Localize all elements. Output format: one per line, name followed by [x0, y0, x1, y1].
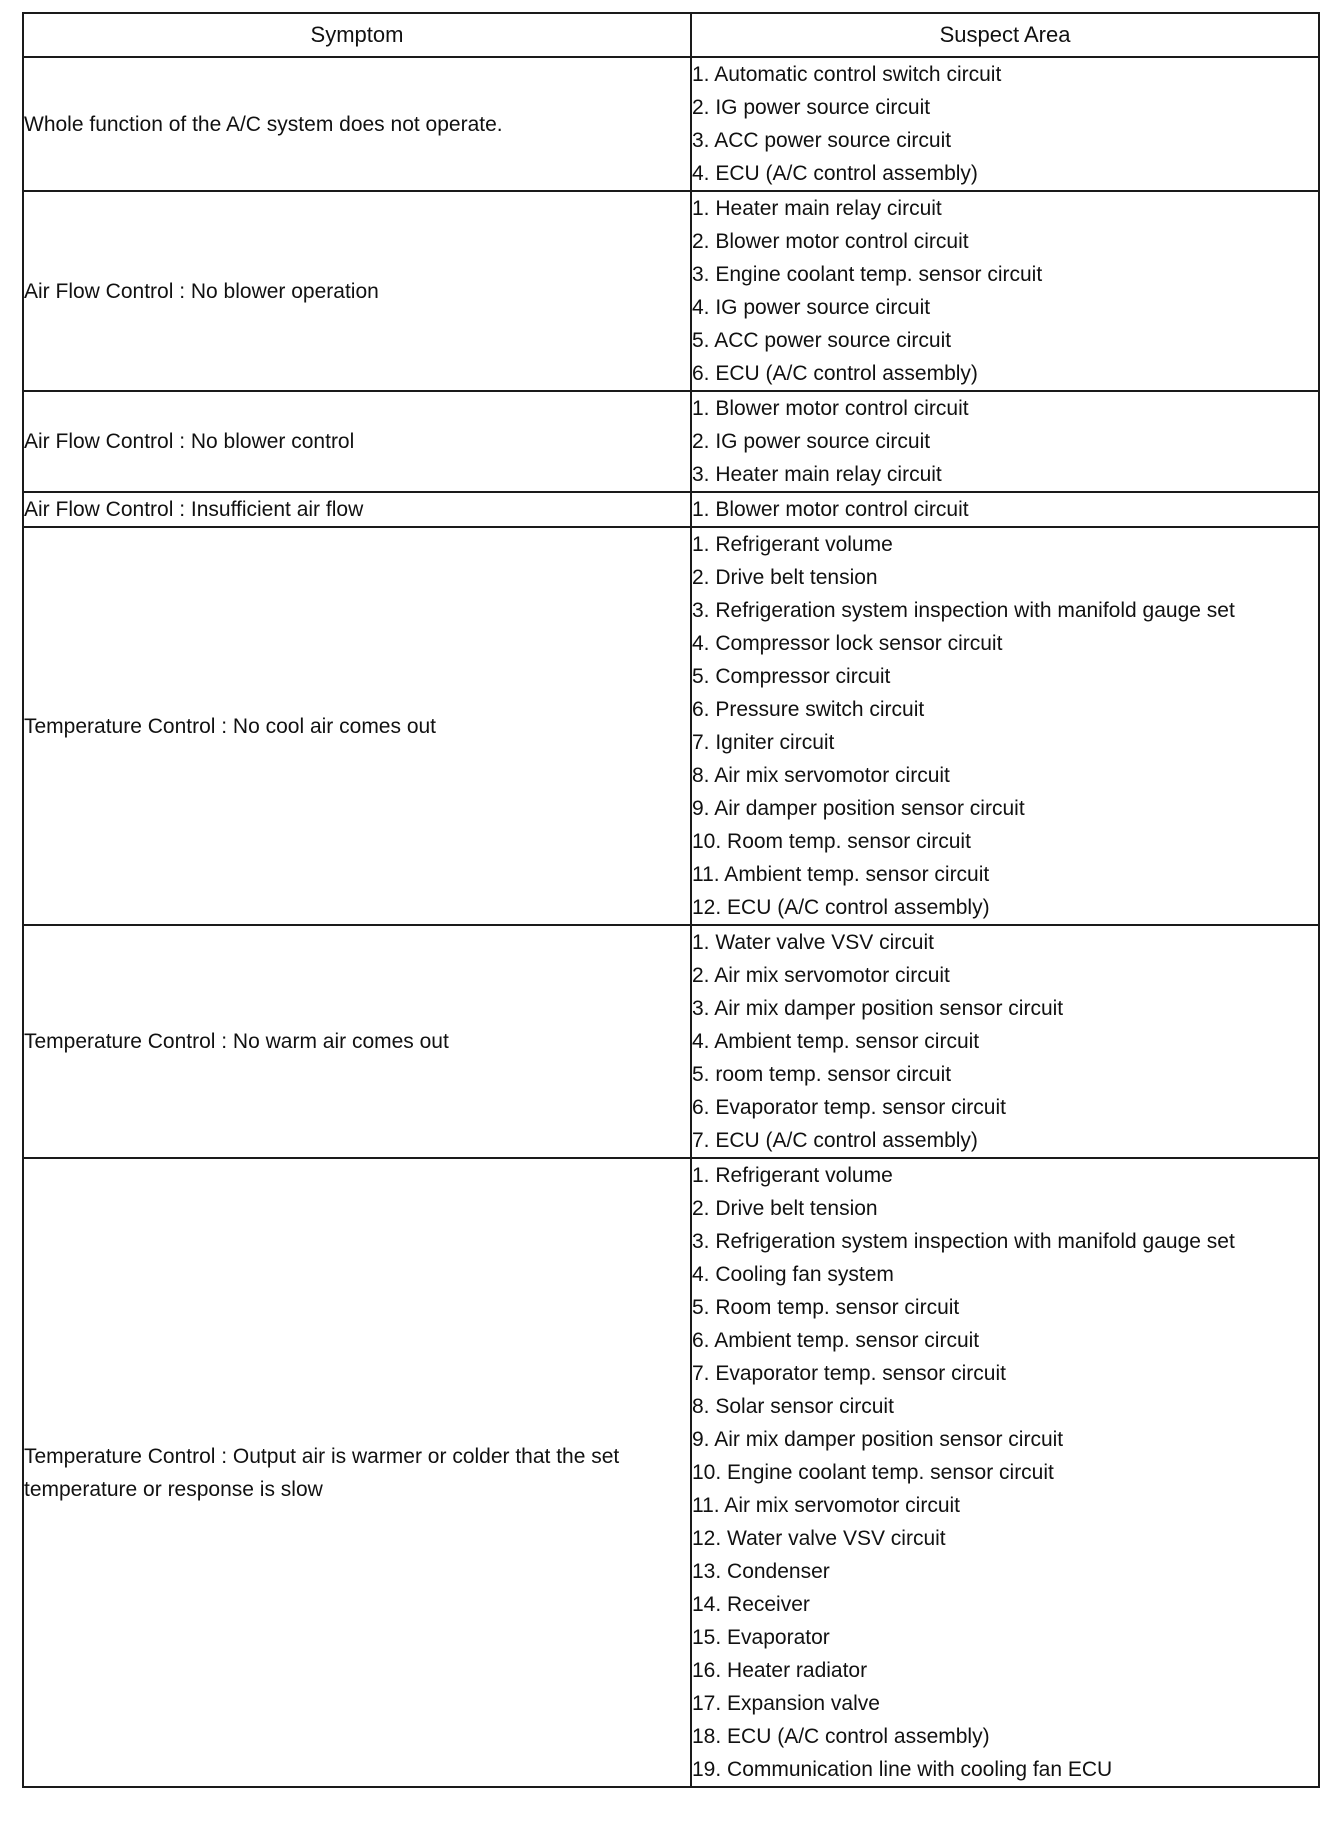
suspect-area-list [692, 192, 1318, 390]
suspect-area-item: 15. Evaporator [692, 1626, 830, 1649]
suspect-area-item: 10. Room temp. sensor circuit [692, 830, 971, 853]
suspect-area-item: 9. Air damper position sensor circuit [692, 797, 1025, 820]
suspect-area-item: 2. Blower motor control circuit [692, 230, 969, 253]
suspect-area-item: 10. Engine coolant temp. sensor circuit [692, 1461, 1054, 1484]
suspect-area-item: 4. Cooling fan system [692, 1263, 894, 1286]
suspect-area-item: 4. Ambient temp. sensor circuit [692, 1030, 980, 1053]
suspect-area-item: 13. Condenser [692, 1560, 830, 1583]
suspect-area-column-header: Suspect Area [691, 13, 1319, 57]
suspect-area-list [692, 1159, 1318, 1786]
suspect-area-item: 11. Ambient temp. sensor circuit [692, 863, 990, 886]
suspect-area-item: 9. Air mix damper position sensor circuit [692, 1428, 1064, 1451]
suspect-area-item: 14. Receiver [692, 1593, 810, 1616]
suspect-area-item: 5. Room temp. sensor circuit [692, 1296, 960, 1319]
symptom-cell: Air Flow Control : Insufficient air flow [23, 492, 691, 527]
suspect-area-item: 1. Heater main relay circuit [692, 197, 942, 220]
table-row [23, 57, 1319, 191]
suspect-area-item: 11. Air mix servomotor circuit [692, 1494, 961, 1517]
suspect-area-item: 2. Air mix servomotor circuit [692, 964, 950, 987]
symptom-table [22, 12, 1320, 1788]
suspect-area-item: 18. ECU (A/C control assembly) [692, 1725, 990, 1748]
table-row [23, 391, 1319, 492]
suspect-area-item: 6. ECU (A/C control assembly) [692, 362, 978, 385]
suspect-area-item: 3. Heater main relay circuit [692, 463, 942, 486]
table-row [23, 527, 1319, 925]
suspect-area-item: 2. Drive belt tension [692, 566, 878, 589]
suspect-area-list [692, 926, 1318, 1157]
suspect-area-item: 3. Refrigeration system inspection with manifold gauge set [692, 1230, 1235, 1253]
suspect-area-item: 1. Water valve VSV circuit [692, 931, 934, 954]
suspect-area-item: 1. Automatic control switch circuit [692, 63, 1002, 86]
table-row [23, 191, 1319, 391]
suspect-area-item: 3. Air mix damper position sensor circuit [692, 997, 1064, 1020]
suspect-area-item: 8. Air mix servomotor circuit [692, 764, 950, 787]
suspect-area-item: 6. Ambient temp. sensor circuit [692, 1329, 980, 1352]
suspect-area-item: 1. Refrigerant volume [692, 533, 893, 556]
symptom-cell: Temperature Control : No cool air comes out [23, 527, 691, 925]
symptom-column-header: Symptom [23, 13, 691, 57]
suspect-area-item: 7. Evaporator temp. sensor circuit [692, 1362, 1006, 1385]
suspect-area-item: 5. ACC power source circuit [692, 329, 952, 352]
suspect-area-item: 7. Igniter circuit [692, 731, 835, 754]
suspect-area-item: 5. Compressor circuit [692, 665, 891, 688]
suspect-area-item: 7. ECU (A/C control assembly) [692, 1129, 978, 1152]
suspect-area-cell [691, 391, 1319, 492]
symptom-cell: Air Flow Control : No blower operation [23, 191, 691, 391]
suspect-area-item: 1. Blower motor control circuit [692, 498, 969, 521]
suspect-area-item: 6. Pressure switch circuit [692, 698, 925, 721]
symptom-cell: Air Flow Control : No blower control [23, 391, 691, 492]
symptom-cell: Temperature Control : Output air is warmer or colder that the set temperature or response is slow [23, 1158, 691, 1787]
suspect-area-item: 4. IG power source circuit [692, 296, 931, 319]
suspect-area-item: 4. ECU (A/C control assembly) [692, 162, 978, 185]
suspect-area-item: 16. Heater radiator [692, 1659, 868, 1682]
suspect-area-list [692, 58, 1318, 190]
suspect-area-list [692, 493, 1318, 526]
suspect-area-item: 3. Engine coolant temp. sensor circuit [692, 263, 1043, 286]
suspect-area-cell [691, 492, 1319, 527]
header-row [23, 13, 1319, 57]
suspect-area-list [692, 528, 1318, 924]
suspect-area-cell [691, 1158, 1319, 1787]
suspect-area-item: 5. room temp. sensor circuit [692, 1063, 952, 1086]
suspect-area-item: 2. Drive belt tension [692, 1197, 878, 1220]
suspect-area-cell [691, 191, 1319, 391]
suspect-area-item: 6. Evaporator temp. sensor circuit [692, 1096, 1006, 1119]
suspect-area-item: 2. IG power source circuit [692, 96, 931, 119]
suspect-area-item: 3. ACC power source circuit [692, 129, 952, 152]
table-row [23, 925, 1319, 1158]
table-row [23, 492, 1319, 527]
suspect-area-cell [691, 925, 1319, 1158]
suspect-area-list [692, 392, 1318, 491]
symptom-cell: Temperature Control : No warm air comes out [23, 925, 691, 1158]
suspect-area-item: 4. Compressor lock sensor circuit [692, 632, 1003, 655]
suspect-area-item: 1. Refrigerant volume [692, 1164, 893, 1187]
suspect-area-item: 8. Solar sensor circuit [692, 1395, 894, 1418]
suspect-area-cell [691, 527, 1319, 925]
suspect-area-item: 2. IG power source circuit [692, 430, 931, 453]
table-row [23, 1158, 1319, 1787]
suspect-area-item: 12. ECU (A/C control assembly) [692, 896, 990, 919]
suspect-area-item: 12. Water valve VSV circuit [692, 1527, 946, 1550]
suspect-area-item: 17. Expansion valve [692, 1692, 880, 1715]
table-body [23, 57, 1319, 1787]
suspect-area-item: 3. Refrigeration system inspection with manifold gauge set [692, 599, 1235, 622]
suspect-area-cell [691, 57, 1319, 191]
symptom-cell: Whole function of the A/C system does not operate. [23, 57, 691, 191]
suspect-area-item: 19. Communication line with cooling fan ECU [692, 1758, 1113, 1781]
suspect-area-item: 1. Blower motor control circuit [692, 397, 969, 420]
troubleshooting-sheet [22, 12, 1318, 1788]
